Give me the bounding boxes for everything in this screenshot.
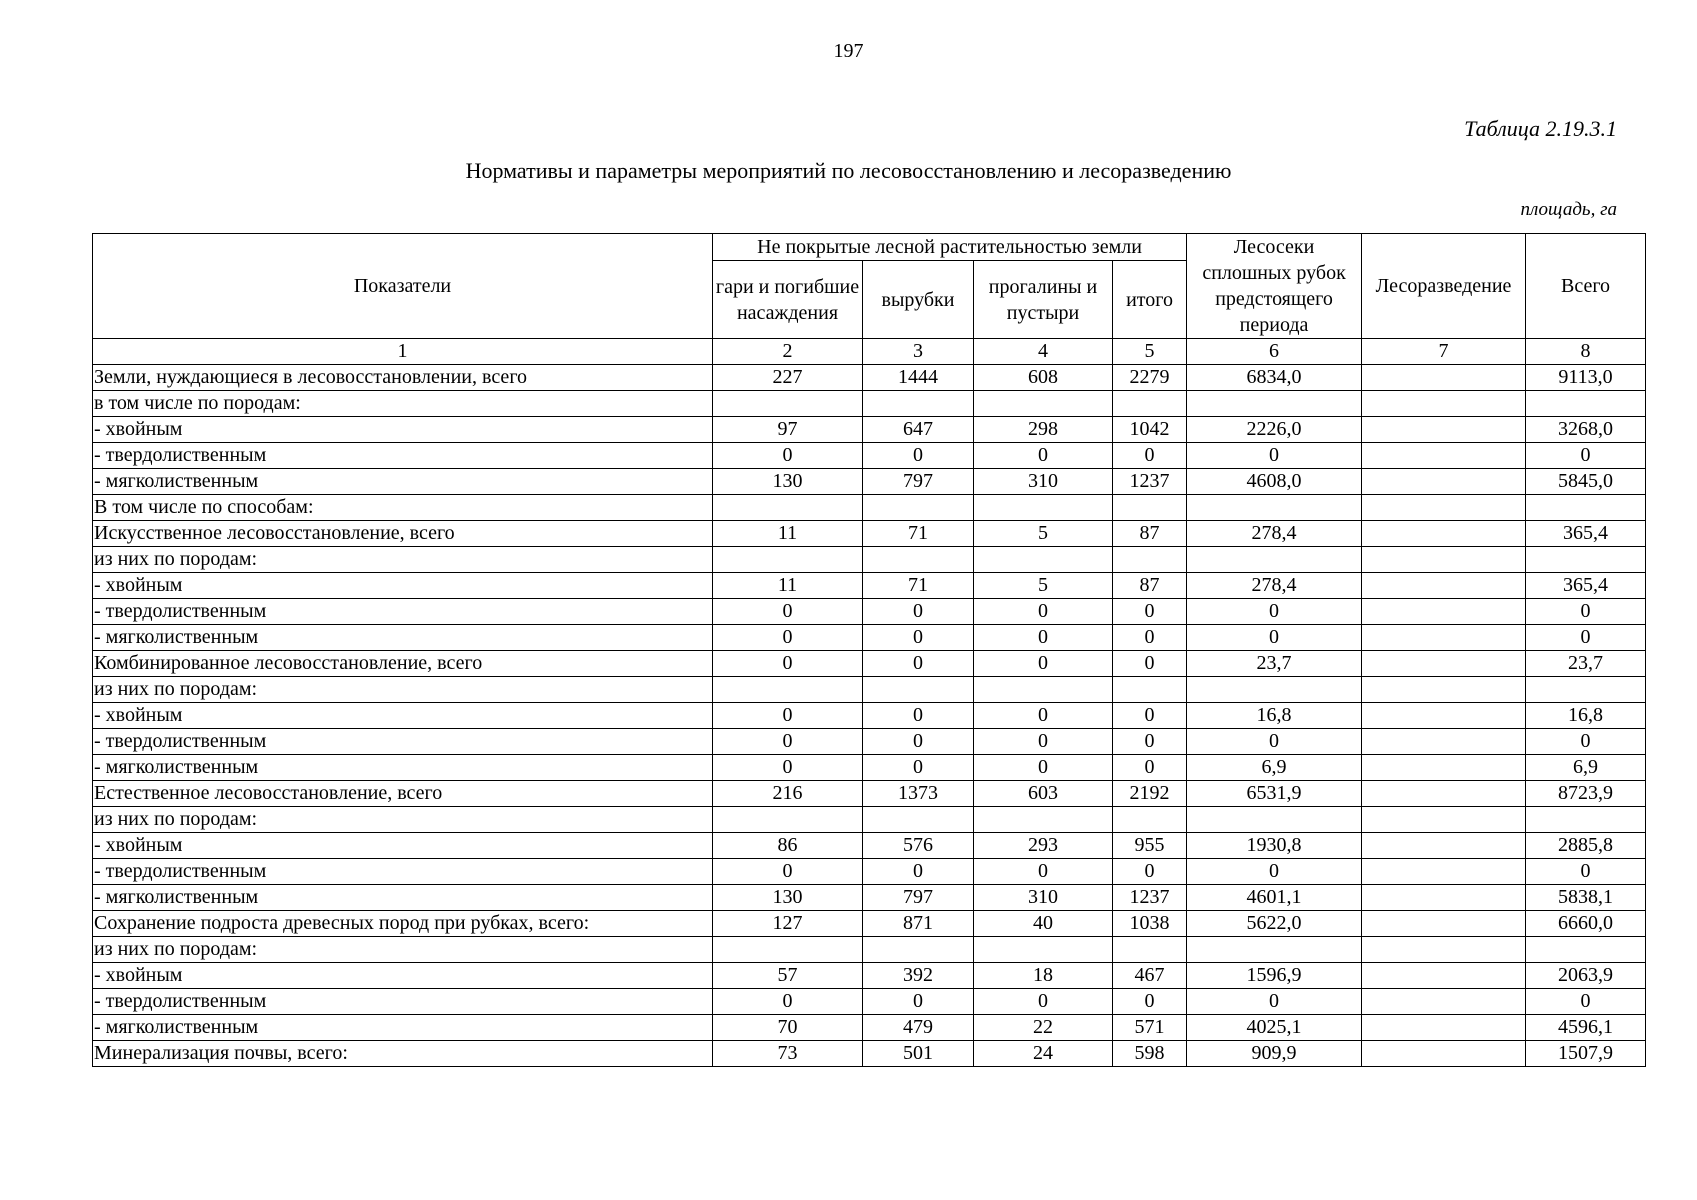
row-label: - мягколиственным [93, 755, 713, 781]
table-row [93, 573, 1646, 599]
value-clearcuts: 0 [863, 599, 974, 625]
table-row [93, 911, 1646, 937]
value-subtotal: 1038 [1113, 911, 1187, 937]
value-clearcuts: 0 [863, 755, 974, 781]
value-afforestation [1362, 703, 1526, 729]
value-cutting-areas: 6,9 [1187, 755, 1362, 781]
value-glades: 0 [974, 989, 1113, 1015]
value-clearcuts: 479 [863, 1015, 974, 1041]
value-afforestation [1362, 391, 1526, 417]
value-afforestation [1362, 989, 1526, 1015]
column-number: 4 [974, 339, 1113, 365]
column-number: 5 [1113, 339, 1187, 365]
value-total: 365,4 [1526, 573, 1646, 599]
value-clearcuts [863, 495, 974, 521]
table-row [93, 807, 1646, 833]
table-row [93, 859, 1646, 885]
table-row [93, 1041, 1646, 1067]
value-total: 23,7 [1526, 651, 1646, 677]
value-clearcuts: 0 [863, 729, 974, 755]
value-clearcuts: 0 [863, 651, 974, 677]
value-afforestation [1362, 885, 1526, 911]
table-row [93, 729, 1646, 755]
value-total [1526, 547, 1646, 573]
value-burned: 0 [713, 729, 863, 755]
value-clearcuts: 797 [863, 885, 974, 911]
row-label: - хвойным [93, 417, 713, 443]
value-subtotal: 1237 [1113, 885, 1187, 911]
table-row [93, 417, 1646, 443]
value-subtotal: 0 [1113, 651, 1187, 677]
value-glades: 0 [974, 755, 1113, 781]
value-burned: 11 [713, 521, 863, 547]
value-subtotal [1113, 495, 1187, 521]
value-afforestation [1362, 859, 1526, 885]
value-clearcuts: 1373 [863, 781, 974, 807]
table-row [93, 625, 1646, 651]
column-number: 7 [1362, 339, 1526, 365]
value-glades: 293 [974, 833, 1113, 859]
value-glades: 0 [974, 443, 1113, 469]
row-label: - хвойным [93, 573, 713, 599]
value-subtotal: 87 [1113, 573, 1187, 599]
row-label: в том числе по породам: [93, 391, 713, 417]
value-burned: 0 [713, 651, 863, 677]
column-number: 2 [713, 339, 863, 365]
value-total: 0 [1526, 989, 1646, 1015]
row-label: Сохранение подроста древесных пород при рубках, всего: [93, 911, 713, 937]
value-glades: 0 [974, 651, 1113, 677]
column-number: 6 [1187, 339, 1362, 365]
value-subtotal: 0 [1113, 625, 1187, 651]
value-afforestation [1362, 729, 1526, 755]
row-label: - хвойным [93, 833, 713, 859]
table-row [93, 937, 1646, 963]
table-title: Нормативы и параметры мероприятий по лесовосстановлению и лесоразведению [465, 158, 1232, 183]
value-total: 2885,8 [1526, 833, 1646, 859]
value-subtotal [1113, 807, 1187, 833]
header-glades: прогалины и пустыри [974, 261, 1113, 339]
value-afforestation [1362, 495, 1526, 521]
value-burned: 0 [713, 703, 863, 729]
value-total [1526, 677, 1646, 703]
value-clearcuts: 0 [863, 443, 974, 469]
value-burned: 0 [713, 443, 863, 469]
value-glades: 298 [974, 417, 1113, 443]
value-cutting-areas: 0 [1187, 625, 1362, 651]
value-cutting-areas: 278,4 [1187, 573, 1362, 599]
value-total: 9113,0 [1526, 365, 1646, 391]
value-total: 4596,1 [1526, 1015, 1646, 1041]
value-afforestation [1362, 469, 1526, 495]
value-burned: 57 [713, 963, 863, 989]
value-glades: 0 [974, 625, 1113, 651]
value-clearcuts [863, 807, 974, 833]
value-burned [713, 807, 863, 833]
value-total: 365,4 [1526, 521, 1646, 547]
value-cutting-areas: 1596,9 [1187, 963, 1362, 989]
value-glades [974, 937, 1113, 963]
value-subtotal [1113, 391, 1187, 417]
value-clearcuts: 797 [863, 469, 974, 495]
value-glades: 0 [974, 703, 1113, 729]
value-burned [713, 937, 863, 963]
value-subtotal: 598 [1113, 1041, 1187, 1067]
value-burned: 73 [713, 1041, 863, 1067]
value-glades [974, 495, 1113, 521]
value-clearcuts: 0 [863, 859, 974, 885]
value-afforestation [1362, 807, 1526, 833]
value-total: 5838,1 [1526, 885, 1646, 911]
value-burned: 227 [713, 365, 863, 391]
value-subtotal [1113, 547, 1187, 573]
row-label: из них по породам: [93, 677, 713, 703]
table-row [93, 755, 1646, 781]
value-burned: 70 [713, 1015, 863, 1041]
value-total [1526, 937, 1646, 963]
value-cutting-areas: 16,8 [1187, 703, 1362, 729]
value-glades: 5 [974, 573, 1113, 599]
value-total [1526, 807, 1646, 833]
value-subtotal: 955 [1113, 833, 1187, 859]
value-subtotal [1113, 937, 1187, 963]
table-row [93, 781, 1646, 807]
value-cutting-areas: 6834,0 [1187, 365, 1362, 391]
value-clearcuts: 392 [863, 963, 974, 989]
value-glades: 0 [974, 599, 1113, 625]
value-clearcuts: 647 [863, 417, 974, 443]
value-glades: 22 [974, 1015, 1113, 1041]
value-cutting-areas: 0 [1187, 443, 1362, 469]
value-subtotal: 0 [1113, 729, 1187, 755]
value-clearcuts: 0 [863, 989, 974, 1015]
value-afforestation [1362, 599, 1526, 625]
value-clearcuts: 501 [863, 1041, 974, 1067]
value-cutting-areas [1187, 495, 1362, 521]
row-label: Искусственное лесовосстановление, всего [93, 521, 713, 547]
row-label: Земли, нуждающиеся в лесовосстановлении, всего [93, 365, 713, 391]
header-clearcuts: вырубки [863, 261, 974, 339]
value-total: 16,8 [1526, 703, 1646, 729]
value-subtotal: 0 [1113, 859, 1187, 885]
value-cutting-areas: 1930,8 [1187, 833, 1362, 859]
value-total [1526, 391, 1646, 417]
value-clearcuts: 71 [863, 573, 974, 599]
row-label: Естественное лесовосстановление, всего [93, 781, 713, 807]
value-subtotal: 1042 [1113, 417, 1187, 443]
value-burned: 0 [713, 755, 863, 781]
row-label: из них по породам: [93, 807, 713, 833]
value-clearcuts: 0 [863, 703, 974, 729]
value-burned: 0 [713, 989, 863, 1015]
value-burned [713, 391, 863, 417]
table-row [93, 521, 1646, 547]
value-cutting-areas: 4025,1 [1187, 1015, 1362, 1041]
value-subtotal: 0 [1113, 443, 1187, 469]
table-row [93, 885, 1646, 911]
table-row [93, 469, 1646, 495]
value-cutting-areas: 4601,1 [1187, 885, 1362, 911]
value-glades: 608 [974, 365, 1113, 391]
row-label: Минерализация почвы, всего: [93, 1041, 713, 1067]
value-total: 6,9 [1526, 755, 1646, 781]
row-label: - мягколиственным [93, 1015, 713, 1041]
value-cutting-areas [1187, 807, 1362, 833]
value-total: 5845,0 [1526, 469, 1646, 495]
column-number: 3 [863, 339, 974, 365]
value-afforestation [1362, 365, 1526, 391]
value-glades: 5 [974, 521, 1113, 547]
value-cutting-areas: 4608,0 [1187, 469, 1362, 495]
value-burned: 216 [713, 781, 863, 807]
value-afforestation [1362, 547, 1526, 573]
value-afforestation [1362, 521, 1526, 547]
row-label: - твердолиственным [93, 443, 713, 469]
value-afforestation [1362, 911, 1526, 937]
table-row [93, 495, 1646, 521]
units-note: площадь, га [1520, 199, 1617, 220]
header-indicators: Показатели [93, 234, 713, 339]
header-afforestation: Лесоразведение [1362, 234, 1526, 339]
value-glades: 310 [974, 469, 1113, 495]
column-number: 8 [1526, 339, 1646, 365]
value-total: 6660,0 [1526, 911, 1646, 937]
value-subtotal: 2279 [1113, 365, 1187, 391]
column-numbers-row [93, 339, 1646, 365]
header-uncovered-lands: Не покрытые лесной растительностью земли [713, 234, 1187, 261]
value-subtotal: 467 [1113, 963, 1187, 989]
value-cutting-areas: 278,4 [1187, 521, 1362, 547]
table-row [93, 989, 1646, 1015]
value-cutting-areas: 23,7 [1187, 651, 1362, 677]
value-total: 3268,0 [1526, 417, 1646, 443]
value-subtotal: 571 [1113, 1015, 1187, 1041]
value-subtotal: 2192 [1113, 781, 1187, 807]
header-cutting-areas: Лесосеки сплошных рубок предстоящего периода [1187, 234, 1362, 339]
row-label: - твердолиственным [93, 989, 713, 1015]
row-label: из них по породам: [93, 937, 713, 963]
value-clearcuts [863, 937, 974, 963]
value-clearcuts [863, 677, 974, 703]
value-cutting-areas: 909,9 [1187, 1041, 1362, 1067]
row-label: - хвойным [93, 703, 713, 729]
value-glades: 18 [974, 963, 1113, 989]
value-burned: 97 [713, 417, 863, 443]
value-cutting-areas: 5622,0 [1187, 911, 1362, 937]
value-burned: 0 [713, 625, 863, 651]
value-glades: 0 [974, 859, 1113, 885]
value-subtotal: 0 [1113, 989, 1187, 1015]
value-cutting-areas [1187, 677, 1362, 703]
header-burned: гари и погибшие насаждения [713, 261, 863, 339]
value-glades: 40 [974, 911, 1113, 937]
value-afforestation [1362, 1015, 1526, 1041]
value-subtotal: 87 [1113, 521, 1187, 547]
value-burned: 130 [713, 469, 863, 495]
value-subtotal: 0 [1113, 599, 1187, 625]
value-clearcuts: 71 [863, 521, 974, 547]
value-cutting-areas [1187, 937, 1362, 963]
value-afforestation [1362, 573, 1526, 599]
value-glades: 0 [974, 729, 1113, 755]
row-label: Комбинированное лесовосстановление, всего [93, 651, 713, 677]
value-cutting-areas: 6531,9 [1187, 781, 1362, 807]
table-row [93, 443, 1646, 469]
value-subtotal: 0 [1113, 703, 1187, 729]
value-afforestation [1362, 625, 1526, 651]
value-subtotal [1113, 677, 1187, 703]
header-subtotal: итого [1113, 261, 1187, 339]
value-afforestation [1362, 443, 1526, 469]
value-burned [713, 677, 863, 703]
value-burned: 0 [713, 859, 863, 885]
value-clearcuts: 871 [863, 911, 974, 937]
value-burned: 130 [713, 885, 863, 911]
table-row [93, 963, 1646, 989]
table-row [93, 703, 1646, 729]
row-label: - твердолиственным [93, 729, 713, 755]
value-glades [974, 547, 1113, 573]
value-burned: 11 [713, 573, 863, 599]
value-burned: 0 [713, 599, 863, 625]
value-total: 0 [1526, 599, 1646, 625]
table-row [93, 365, 1646, 391]
table-row [93, 677, 1646, 703]
row-label: - хвойным [93, 963, 713, 989]
row-label: В том числе по способам: [93, 495, 713, 521]
value-cutting-areas: 0 [1187, 729, 1362, 755]
value-cutting-areas: 2226,0 [1187, 417, 1362, 443]
row-label: из них по породам: [93, 547, 713, 573]
value-afforestation [1362, 781, 1526, 807]
value-total [1526, 495, 1646, 521]
value-burned [713, 547, 863, 573]
value-subtotal: 1237 [1113, 469, 1187, 495]
value-cutting-areas [1187, 391, 1362, 417]
table-row [93, 547, 1646, 573]
table-row [93, 651, 1646, 677]
value-glades: 310 [974, 885, 1113, 911]
table-row [93, 391, 1646, 417]
value-glades [974, 391, 1113, 417]
value-afforestation [1362, 833, 1526, 859]
value-clearcuts: 576 [863, 833, 974, 859]
table-row [93, 1015, 1646, 1041]
value-total: 0 [1526, 443, 1646, 469]
value-clearcuts [863, 391, 974, 417]
value-burned [713, 495, 863, 521]
value-cutting-areas: 0 [1187, 599, 1362, 625]
value-burned: 127 [713, 911, 863, 937]
value-afforestation [1362, 651, 1526, 677]
row-label: - мягколиственным [93, 625, 713, 651]
value-afforestation [1362, 755, 1526, 781]
value-afforestation [1362, 937, 1526, 963]
table-caption: Таблица 2.19.3.1 [1464, 116, 1617, 141]
value-cutting-areas: 0 [1187, 859, 1362, 885]
row-label: - твердолиственным [93, 599, 713, 625]
header-total: Всего [1526, 234, 1646, 339]
value-glades: 603 [974, 781, 1113, 807]
value-clearcuts: 0 [863, 625, 974, 651]
value-glades [974, 677, 1113, 703]
table-body [93, 339, 1646, 1067]
value-clearcuts: 1444 [863, 365, 974, 391]
value-afforestation [1362, 1041, 1526, 1067]
value-total: 0 [1526, 859, 1646, 885]
value-subtotal: 0 [1113, 755, 1187, 781]
value-total: 1507,9 [1526, 1041, 1646, 1067]
value-burned: 86 [713, 833, 863, 859]
value-afforestation [1362, 417, 1526, 443]
value-total: 0 [1526, 729, 1646, 755]
value-afforestation [1362, 963, 1526, 989]
value-afforestation [1362, 677, 1526, 703]
value-glades [974, 807, 1113, 833]
row-label: - мягколиственным [93, 469, 713, 495]
data-table [92, 233, 1646, 1067]
value-cutting-areas: 0 [1187, 989, 1362, 1015]
page-number: 197 [833, 40, 864, 62]
row-label: - твердолиственным [93, 859, 713, 885]
value-total: 2063,9 [1526, 963, 1646, 989]
row-label: - мягколиственным [93, 885, 713, 911]
value-total: 0 [1526, 625, 1646, 651]
table-row [93, 599, 1646, 625]
column-number: 1 [93, 339, 713, 365]
table-row [93, 833, 1646, 859]
value-cutting-areas [1187, 547, 1362, 573]
value-clearcuts [863, 547, 974, 573]
value-glades: 24 [974, 1041, 1113, 1067]
value-total: 8723,9 [1526, 781, 1646, 807]
